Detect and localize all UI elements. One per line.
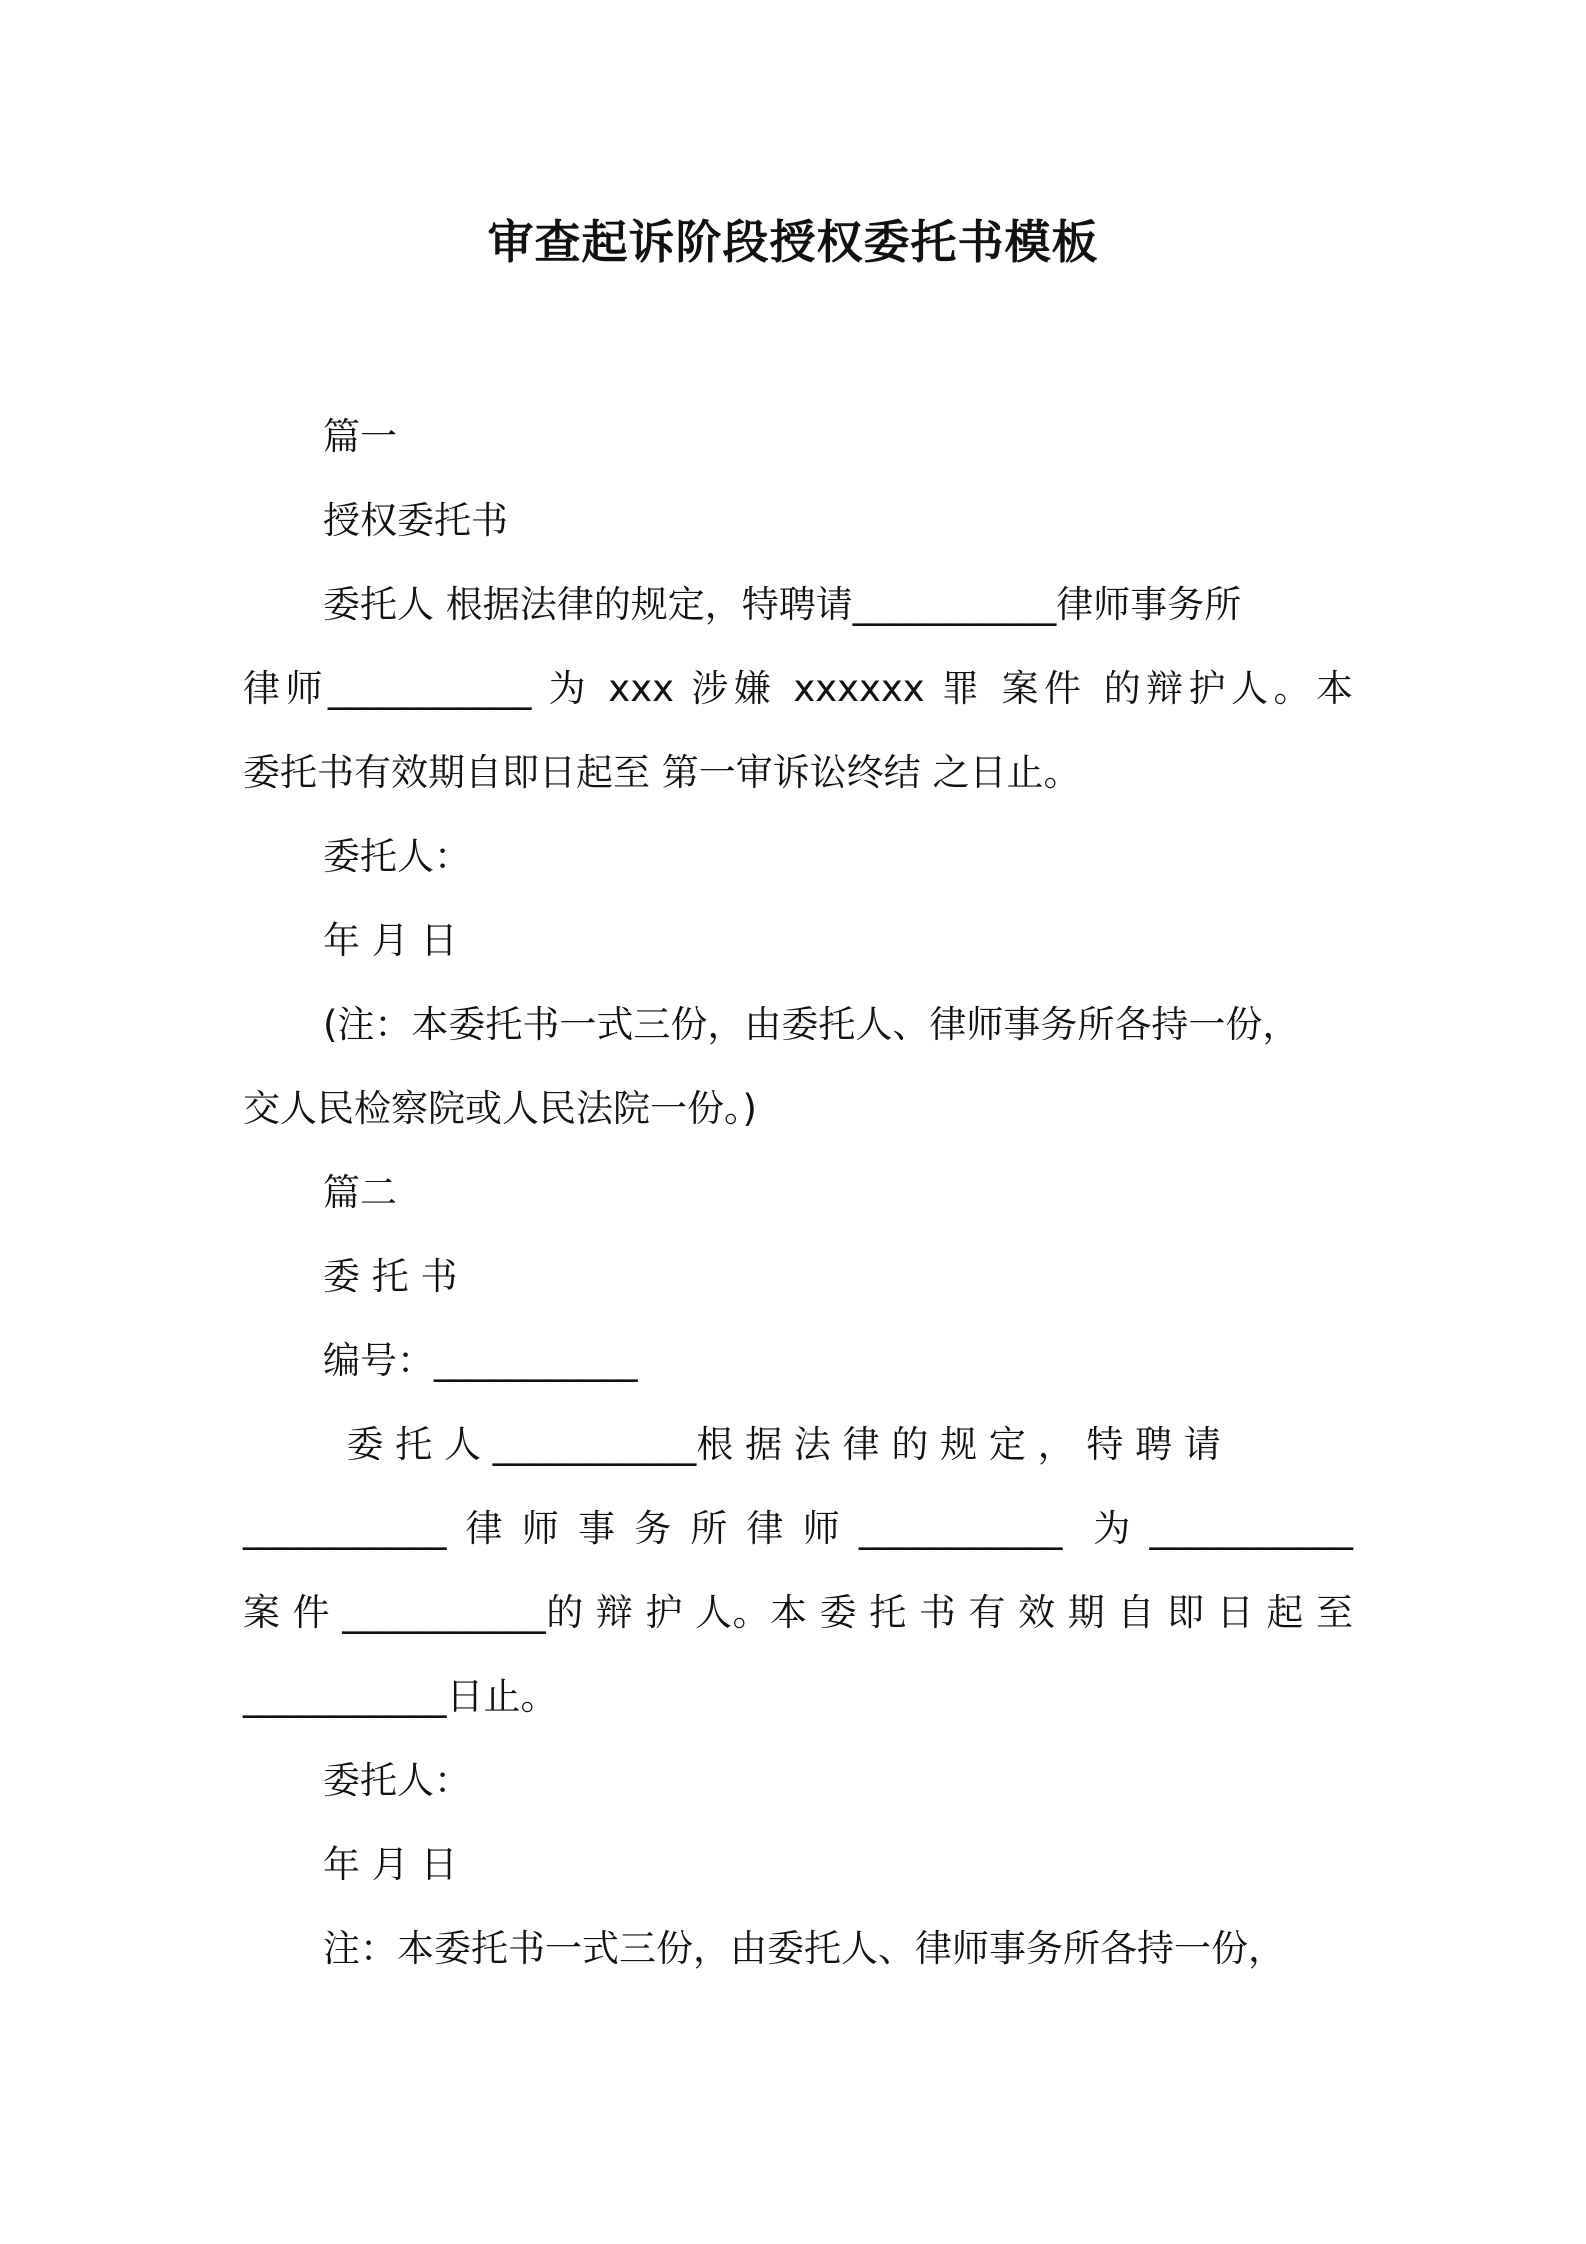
section2-paragraph-line: ___________律师事务所律师___________ 为___________ xyxy=(243,1507,1353,1550)
section2-signer-label: 委托人： xyxy=(323,1759,471,1802)
section2-heading: 篇二 xyxy=(323,1171,397,1214)
section2-paragraph-line: 委 托 人 ___________根 据 法 律 的 规 定 ， 特 聘 请 xyxy=(323,1423,1221,1466)
section2-number-field: 编号：___________ xyxy=(323,1339,638,1382)
section2-doc-title: 委 托 书 xyxy=(323,1255,458,1298)
section1-heading: 篇一 xyxy=(323,415,397,458)
section1-paragraph-line: 委托书有效期自即日起至 第一审诉讼终结 之日止。 xyxy=(243,751,1081,794)
section1-note-line: (注：本委托书一式三份，由委托人、律师事务所各持一份， xyxy=(323,1003,1300,1046)
section2-paragraph-line: 案 件 ___________的 辩 护 人。本 委 托 书 有 效 期 自 即 日 起 至 xyxy=(243,1591,1353,1634)
section1-doc-title: 授权委托书 xyxy=(323,499,508,542)
section1-paragraph-line: 委托人 根据法律的规定，特聘请___________律师事务所 xyxy=(323,583,1242,626)
document-title: 审查起诉阶段授权委托书模板 xyxy=(487,215,1099,269)
section1-note-line: 交人民检察院或人民法院一份。) xyxy=(243,1087,757,1130)
section1-paragraph-line: 律师___________ 为 xxx 涉嫌 xxxxxx 罪 案件 的辩护人。本 xyxy=(243,667,1353,710)
section2-date-line: 年 月 日 xyxy=(323,1843,458,1886)
section2-paragraph-line: ___________日止。 xyxy=(243,1675,558,1718)
section1-date-line: 年 月 日 xyxy=(323,919,458,962)
section1-signer-label: 委托人： xyxy=(323,835,471,878)
section2-note-line: 注：本委托书一式三份，由委托人、律师事务所各持一份， xyxy=(323,1927,1285,1970)
